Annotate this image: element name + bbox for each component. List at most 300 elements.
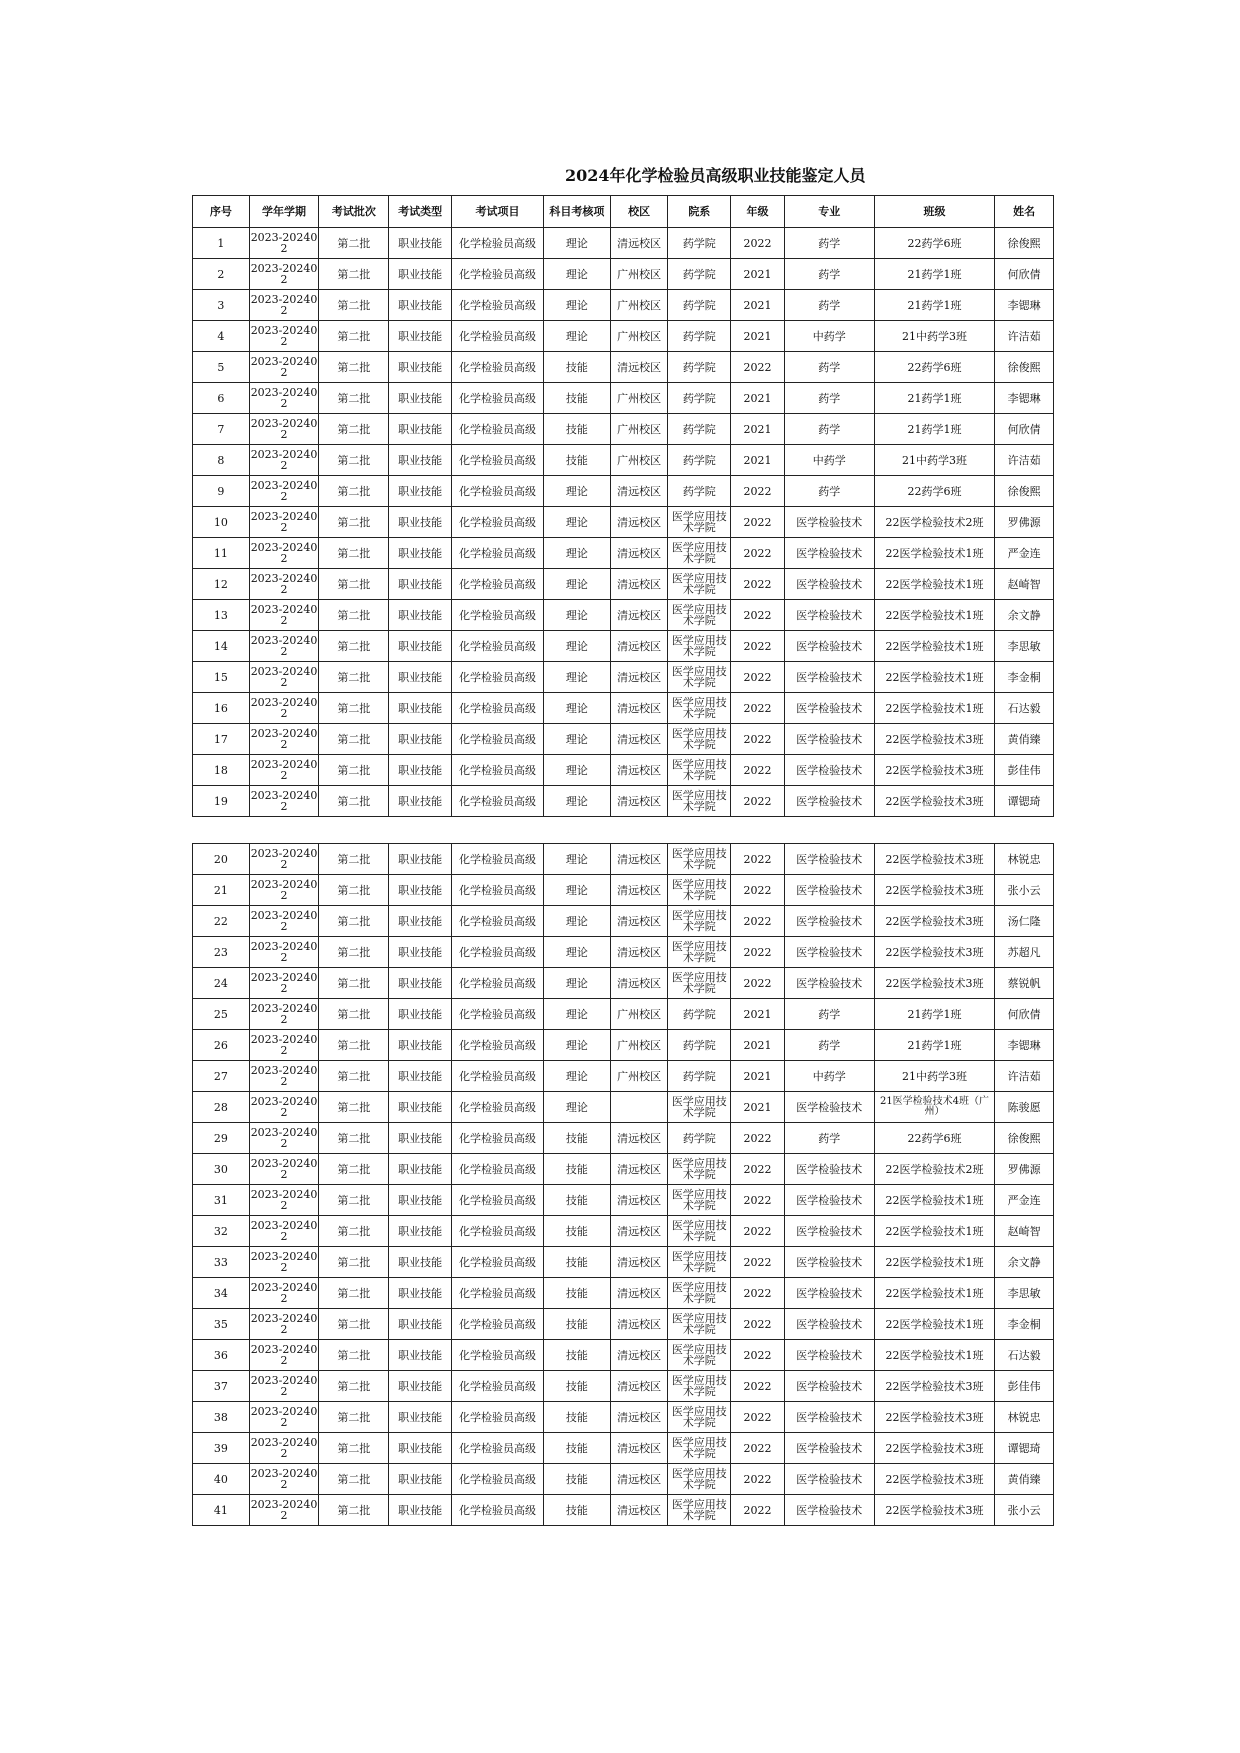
cell-term: 2023-202402 [249, 937, 319, 968]
cell-name: 汤仁隆 [995, 906, 1054, 937]
cell-campus: 清远校区 [610, 1278, 668, 1309]
cell-seq: 28 [193, 1092, 250, 1123]
cell-campus: 清远校区 [610, 1402, 668, 1433]
cell-exam-type: 职业技能 [389, 1061, 452, 1092]
cell-batch: 第二批 [319, 1278, 389, 1309]
table-row [193, 875, 1054, 906]
cell-grade: 2022 [731, 1154, 785, 1185]
cell-class: 21药学1班 [874, 259, 994, 290]
cell-seq: 40 [193, 1464, 250, 1495]
cell-grade: 2021 [731, 414, 785, 445]
cell-grade: 2022 [731, 1123, 785, 1154]
cell-department: 药学院 [668, 414, 731, 445]
cell-grade: 2022 [731, 693, 785, 724]
cell-exam-type: 职业技能 [389, 1278, 452, 1309]
cell-department: 医学应用技术学院 [668, 507, 731, 538]
cell-exam-item: 化学检验员高级 [451, 631, 543, 662]
table-row [193, 228, 1054, 259]
cell-department: 医学应用技术学院 [668, 937, 731, 968]
cell-exam-type: 职业技能 [389, 1092, 452, 1123]
cell-exam-type: 职业技能 [389, 631, 452, 662]
cell-subject: 理论 [544, 755, 611, 786]
cell-subject: 理论 [544, 1092, 611, 1123]
cell-subject: 技能 [544, 1278, 611, 1309]
cell-campus: 清远校区 [610, 538, 668, 569]
table-row [193, 259, 1054, 290]
cell-grade: 2022 [731, 937, 785, 968]
cell-batch: 第二批 [319, 937, 389, 968]
cell-term: 2023-202402 [249, 755, 319, 786]
cell-exam-item: 化学检验员高级 [451, 228, 543, 259]
cell-name: 严金连 [995, 538, 1054, 569]
header-cell: 年级 [731, 196, 785, 228]
cell-department: 医学应用技术学院 [668, 1433, 731, 1464]
cell-batch: 第二批 [319, 693, 389, 724]
cell-exam-type: 职业技能 [389, 290, 452, 321]
cell-batch: 第二批 [319, 1464, 389, 1495]
cell-exam-item: 化学检验员高级 [451, 1216, 543, 1247]
cell-seq: 21 [193, 875, 250, 906]
table-row [193, 1278, 1054, 1309]
cell-name: 赵崎智 [995, 569, 1054, 600]
cell-department: 药学院 [668, 228, 731, 259]
cell-subject: 理论 [544, 906, 611, 937]
cell-name: 徐俊熙 [995, 476, 1054, 507]
cell-name: 苏超凡 [995, 937, 1054, 968]
cell-term: 2023-202402 [249, 1216, 319, 1247]
table-row [193, 844, 1054, 875]
cell-batch: 第二批 [319, 844, 389, 875]
cell-exam-item: 化学检验员高级 [451, 1278, 543, 1309]
cell-term: 2023-202402 [249, 1309, 319, 1340]
cell-class: 22医学检验技术3班 [874, 1371, 994, 1402]
cell-grade: 2021 [731, 1092, 785, 1123]
cell-grade: 2022 [731, 1185, 785, 1216]
cell-class: 22医学检验技术1班 [874, 1247, 994, 1278]
header-cell: 姓名 [995, 196, 1054, 228]
cell-major: 医学检验技术 [784, 507, 874, 538]
cell-campus: 清远校区 [610, 507, 668, 538]
cell-subject: 理论 [544, 875, 611, 906]
cell-batch: 第二批 [319, 1402, 389, 1433]
cell-subject: 技能 [544, 1247, 611, 1278]
cell-grade: 2021 [731, 1030, 785, 1061]
cell-major: 医学检验技术 [784, 786, 874, 817]
cell-campus: 清远校区 [610, 1154, 668, 1185]
cell-name: 李锶琳 [995, 290, 1054, 321]
cell-class: 21药学1班 [874, 383, 994, 414]
cell-seq: 31 [193, 1185, 250, 1216]
cell-grade: 2022 [731, 476, 785, 507]
cell-campus: 清远校区 [610, 569, 668, 600]
cell-name: 许洁茹 [995, 445, 1054, 476]
cell-grade: 2022 [731, 1371, 785, 1402]
cell-name: 罗佛源 [995, 1154, 1054, 1185]
cell-class: 22医学检验技术1班 [874, 569, 994, 600]
cell-department: 医学应用技术学院 [668, 1371, 731, 1402]
cell-exam-type: 职业技能 [389, 259, 452, 290]
cell-grade: 2022 [731, 968, 785, 999]
cell-name: 黄俏臻 [995, 724, 1054, 755]
cell-seq: 34 [193, 1278, 250, 1309]
cell-exam-type: 职业技能 [389, 693, 452, 724]
cell-exam-type: 职业技能 [389, 321, 452, 352]
cell-exam-item: 化学检验员高级 [451, 352, 543, 383]
cell-name: 余文静 [995, 1247, 1054, 1278]
cell-exam-type: 职业技能 [389, 937, 452, 968]
cell-term: 2023-202402 [249, 1154, 319, 1185]
cell-seq: 24 [193, 968, 250, 999]
cell-batch: 第二批 [319, 507, 389, 538]
cell-seq: 4 [193, 321, 250, 352]
cell-department: 医学应用技术学院 [668, 1185, 731, 1216]
cell-term: 2023-202402 [249, 414, 319, 445]
cell-name: 陈骏愿 [995, 1092, 1054, 1123]
cell-exam-item: 化学检验员高级 [451, 844, 543, 875]
table-row [193, 1495, 1054, 1526]
cell-exam-item: 化学检验员高级 [451, 1154, 543, 1185]
table-row [193, 937, 1054, 968]
cell-seq: 26 [193, 1030, 250, 1061]
cell-term: 2023-202402 [249, 1123, 319, 1154]
cell-grade: 2022 [731, 786, 785, 817]
cell-seq: 29 [193, 1123, 250, 1154]
cell-class: 22医学检验技术3班 [874, 1464, 994, 1495]
table-row [193, 290, 1054, 321]
table-row [193, 1371, 1054, 1402]
header-cell: 学年学期 [249, 196, 319, 228]
cell-exam-type: 职业技能 [389, 786, 452, 817]
cell-campus: 广州校区 [610, 414, 668, 445]
table-row [193, 352, 1054, 383]
table-row [193, 724, 1054, 755]
cell-subject: 理论 [544, 662, 611, 693]
cell-grade: 2022 [731, 724, 785, 755]
cell-department: 医学应用技术学院 [668, 1402, 731, 1433]
cell-department: 医学应用技术学院 [668, 600, 731, 631]
cell-name: 李思敏 [995, 1278, 1054, 1309]
table-row [193, 1464, 1054, 1495]
cell-department: 医学应用技术学院 [668, 569, 731, 600]
cell-major: 药学 [784, 1030, 874, 1061]
table-row [193, 755, 1054, 786]
cell-exam-item: 化学检验员高级 [451, 968, 543, 999]
cell-term: 2023-202402 [249, 1371, 319, 1402]
cell-exam-type: 职业技能 [389, 724, 452, 755]
cell-name: 石达毅 [995, 693, 1054, 724]
cell-major: 药学 [784, 290, 874, 321]
cell-campus: 清远校区 [610, 1247, 668, 1278]
cell-campus: 清远校区 [610, 1216, 668, 1247]
cell-department: 医学应用技术学院 [668, 1464, 731, 1495]
cell-department: 药学院 [668, 383, 731, 414]
cell-class: 22医学检验技术1班 [874, 1340, 994, 1371]
cell-batch: 第二批 [319, 228, 389, 259]
cell-term: 2023-202402 [249, 724, 319, 755]
cell-subject: 技能 [544, 445, 611, 476]
cell-major: 医学检验技术 [784, 968, 874, 999]
cell-major: 医学检验技术 [784, 569, 874, 600]
table-row [193, 1402, 1054, 1433]
cell-batch: 第二批 [319, 445, 389, 476]
cell-batch: 第二批 [319, 538, 389, 569]
cell-batch: 第二批 [319, 968, 389, 999]
cell-exam-type: 职业技能 [389, 1030, 452, 1061]
cell-batch: 第二批 [319, 1185, 389, 1216]
cell-major: 医学检验技术 [784, 1402, 874, 1433]
cell-class: 21医学检验技术4班（广州） [874, 1092, 994, 1123]
cell-class: 22医学检验技术3班 [874, 1495, 994, 1526]
header-cell: 校区 [610, 196, 668, 228]
cell-campus [610, 1092, 668, 1123]
cell-seq: 17 [193, 724, 250, 755]
cell-campus: 广州校区 [610, 290, 668, 321]
cell-grade: 2021 [731, 445, 785, 476]
table-row [193, 383, 1054, 414]
table-row [193, 1185, 1054, 1216]
cell-class: 22药学6班 [874, 228, 994, 259]
cell-name: 余文静 [995, 600, 1054, 631]
cell-class: 22医学检验技术3班 [874, 755, 994, 786]
cell-exam-item: 化学检验员高级 [451, 1092, 543, 1123]
cell-term: 2023-202402 [249, 906, 319, 937]
cell-exam-type: 职业技能 [389, 538, 452, 569]
cell-exam-item: 化学检验员高级 [451, 414, 543, 445]
cell-major: 医学检验技术 [784, 600, 874, 631]
cell-exam-type: 职业技能 [389, 1464, 452, 1495]
cell-grade: 2022 [731, 228, 785, 259]
cell-exam-type: 职业技能 [389, 755, 452, 786]
cell-name: 李锶琳 [995, 383, 1054, 414]
cell-batch: 第二批 [319, 999, 389, 1030]
cell-grade: 2022 [731, 1340, 785, 1371]
cell-name: 罗佛源 [995, 507, 1054, 538]
cell-campus: 清远校区 [610, 1309, 668, 1340]
cell-major: 药学 [784, 414, 874, 445]
cell-major: 医学检验技术 [784, 1216, 874, 1247]
cell-exam-type: 职业技能 [389, 1433, 452, 1464]
cell-exam-item: 化学检验员高级 [451, 999, 543, 1030]
cell-grade: 2021 [731, 321, 785, 352]
cell-batch: 第二批 [319, 631, 389, 662]
table-row [193, 600, 1054, 631]
cell-exam-item: 化学检验员高级 [451, 693, 543, 724]
cell-class: 22医学检验技术1班 [874, 538, 994, 569]
cell-term: 2023-202402 [249, 1278, 319, 1309]
cell-subject: 理论 [544, 476, 611, 507]
table-row [193, 507, 1054, 538]
cell-campus: 清远校区 [610, 600, 668, 631]
cell-department: 医学应用技术学院 [668, 1495, 731, 1526]
table-row [193, 445, 1054, 476]
cell-batch: 第二批 [319, 600, 389, 631]
cell-exam-item: 化学检验员高级 [451, 445, 543, 476]
cell-major: 医学检验技术 [784, 1340, 874, 1371]
cell-class: 22医学检验技术3班 [874, 1433, 994, 1464]
table-row [193, 968, 1054, 999]
cell-major: 医学检验技术 [784, 906, 874, 937]
cell-department: 医学应用技术学院 [668, 1278, 731, 1309]
cell-batch: 第二批 [319, 321, 389, 352]
cell-class: 22医学检验技术1班 [874, 1185, 994, 1216]
cell-subject: 理论 [544, 968, 611, 999]
cell-name: 徐俊熙 [995, 1123, 1054, 1154]
cell-class: 22药学6班 [874, 476, 994, 507]
cell-subject: 理论 [544, 693, 611, 724]
cell-seq: 13 [193, 600, 250, 631]
cell-exam-type: 职业技能 [389, 662, 452, 693]
cell-grade: 2022 [731, 755, 785, 786]
cell-seq: 16 [193, 693, 250, 724]
cell-seq: 1 [193, 228, 250, 259]
cell-exam-type: 职业技能 [389, 968, 452, 999]
table-row [193, 1030, 1054, 1061]
cell-department: 药学院 [668, 321, 731, 352]
cell-campus: 清远校区 [610, 1371, 668, 1402]
cell-campus: 清远校区 [610, 1433, 668, 1464]
cell-grade: 2022 [731, 1402, 785, 1433]
cell-major: 医学检验技术 [784, 538, 874, 569]
cell-batch: 第二批 [319, 1216, 389, 1247]
cell-grade: 2022 [731, 1278, 785, 1309]
table-row [193, 1154, 1054, 1185]
roster-table-page-1 [192, 195, 1054, 817]
cell-class: 21中药学3班 [874, 445, 994, 476]
cell-exam-item: 化学检验员高级 [451, 1247, 543, 1278]
cell-grade: 2021 [731, 259, 785, 290]
cell-department: 医学应用技术学院 [668, 1092, 731, 1123]
cell-batch: 第二批 [319, 1309, 389, 1340]
cell-name: 严金连 [995, 1185, 1054, 1216]
cell-class: 22医学检验技术2班 [874, 1154, 994, 1185]
cell-campus: 清远校区 [610, 968, 668, 999]
cell-subject: 理论 [544, 937, 611, 968]
cell-major: 医学检验技术 [784, 1154, 874, 1185]
cell-name: 许洁茹 [995, 321, 1054, 352]
cell-grade: 2021 [731, 290, 785, 321]
cell-class: 22医学检验技术1班 [874, 1278, 994, 1309]
cell-class: 22医学检验技术1班 [874, 1216, 994, 1247]
cell-exam-type: 职业技能 [389, 228, 452, 259]
cell-exam-type: 职业技能 [389, 1185, 452, 1216]
cell-class: 22医学检验技术3班 [874, 724, 994, 755]
cell-term: 2023-202402 [249, 1402, 319, 1433]
cell-term: 2023-202402 [249, 844, 319, 875]
cell-grade: 2022 [731, 1247, 785, 1278]
table-row [193, 631, 1054, 662]
cell-exam-item: 化学检验员高级 [451, 1309, 543, 1340]
cell-seq: 25 [193, 999, 250, 1030]
cell-batch: 第二批 [319, 1061, 389, 1092]
cell-campus: 清远校区 [610, 755, 668, 786]
cell-batch: 第二批 [319, 290, 389, 321]
cell-subject: 技能 [544, 1371, 611, 1402]
cell-exam-item: 化学检验员高级 [451, 1340, 543, 1371]
header-cell: 考试类型 [389, 196, 452, 228]
cell-grade: 2022 [731, 1309, 785, 1340]
cell-name: 张小云 [995, 875, 1054, 906]
cell-campus: 广州校区 [610, 1030, 668, 1061]
cell-subject: 理论 [544, 228, 611, 259]
table-row [193, 1247, 1054, 1278]
cell-batch: 第二批 [319, 1030, 389, 1061]
cell-seq: 22 [193, 906, 250, 937]
cell-batch: 第二批 [319, 1371, 389, 1402]
cell-exam-type: 职业技能 [389, 1309, 452, 1340]
cell-exam-type: 职业技能 [389, 507, 452, 538]
cell-term: 2023-202402 [249, 321, 319, 352]
cell-major: 医学检验技术 [784, 1495, 874, 1526]
cell-grade: 2022 [731, 600, 785, 631]
cell-major: 医学检验技术 [784, 755, 874, 786]
cell-batch: 第二批 [319, 662, 389, 693]
cell-term: 2023-202402 [249, 352, 319, 383]
cell-major: 医学检验技术 [784, 875, 874, 906]
cell-subject: 理论 [544, 600, 611, 631]
cell-campus: 清远校区 [610, 724, 668, 755]
cell-major: 药学 [784, 383, 874, 414]
table-row [193, 693, 1054, 724]
cell-campus: 清远校区 [610, 228, 668, 259]
cell-name: 徐俊熙 [995, 228, 1054, 259]
header-cell: 班级 [874, 196, 994, 228]
table-header-row [193, 196, 1054, 228]
cell-class: 22医学检验技术3班 [874, 906, 994, 937]
cell-department: 药学院 [668, 290, 731, 321]
cell-term: 2023-202402 [249, 1495, 319, 1526]
cell-subject: 理论 [544, 1030, 611, 1061]
cell-seq: 38 [193, 1402, 250, 1433]
cell-major: 药学 [784, 999, 874, 1030]
cell-term: 2023-202402 [249, 445, 319, 476]
cell-name: 林锐忠 [995, 1402, 1054, 1433]
cell-exam-type: 职业技能 [389, 906, 452, 937]
cell-batch: 第二批 [319, 1123, 389, 1154]
cell-batch: 第二批 [319, 1433, 389, 1464]
cell-subject: 理论 [544, 1061, 611, 1092]
cell-batch: 第二批 [319, 1340, 389, 1371]
cell-name: 徐俊熙 [995, 352, 1054, 383]
cell-major: 中药学 [784, 321, 874, 352]
cell-grade: 2022 [731, 569, 785, 600]
cell-major: 医学检验技术 [784, 1433, 874, 1464]
table-row [193, 1433, 1054, 1464]
cell-subject: 理论 [544, 786, 611, 817]
cell-name: 彭佳伟 [995, 755, 1054, 786]
cell-exam-type: 职业技能 [389, 1123, 452, 1154]
cell-class: 22医学检验技术1班 [874, 662, 994, 693]
header-cell: 专业 [784, 196, 874, 228]
cell-term: 2023-202402 [249, 1433, 319, 1464]
cell-name: 李金桐 [995, 1309, 1054, 1340]
cell-exam-type: 职业技能 [389, 999, 452, 1030]
cell-exam-item: 化学检验员高级 [451, 1402, 543, 1433]
roster-table-page-2 [192, 843, 1054, 1526]
cell-department: 药学院 [668, 1030, 731, 1061]
cell-name: 赵崎智 [995, 1216, 1054, 1247]
cell-exam-item: 化学检验员高级 [451, 538, 543, 569]
cell-major: 医学检验技术 [784, 1092, 874, 1123]
table-row [193, 662, 1054, 693]
cell-seq: 37 [193, 1371, 250, 1402]
cell-grade: 2022 [731, 1495, 785, 1526]
cell-campus: 清远校区 [610, 631, 668, 662]
cell-department: 药学院 [668, 445, 731, 476]
table-row [193, 999, 1054, 1030]
cell-department: 药学院 [668, 259, 731, 290]
cell-class: 21药学1班 [874, 999, 994, 1030]
cell-campus: 清远校区 [610, 662, 668, 693]
